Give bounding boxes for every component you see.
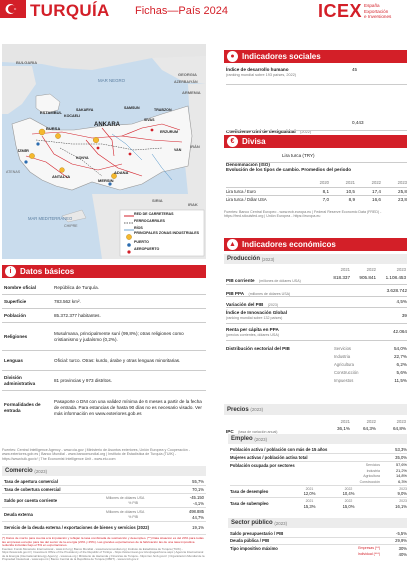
table-row: Índice de Innovación Global (ranking mundial sobre 132 países) 39 [226, 308, 407, 324]
map-label: ARMENIA [182, 90, 201, 95]
map-label: SIRIA [152, 198, 163, 203]
sociales-header: ● Indicadores sociales [224, 50, 407, 63]
datos-basicos-header: i Datos básicos [2, 265, 206, 278]
divisa-header: € Divisa [224, 135, 407, 148]
table-row: Nombre oficial República de Turquía. [2, 281, 206, 295]
divisa-denominacion: Denominación (ISO) Lira turca (TRY) [226, 153, 315, 167]
map-label: ERZURUM [160, 130, 178, 134]
map-label: VAN [174, 148, 182, 152]
table-row: Variación del PIB (2023) 4,5% [226, 297, 407, 308]
map-label: MERSIN [98, 178, 114, 183]
table-row: Saldo presupuestario / PIB -5,5% [230, 530, 407, 536]
precios-row: 2021 2022 2023 IPC (tasa de variación anual) 36,1% 64,3% 64,8% [226, 419, 406, 434]
map-label: KONYA [76, 156, 89, 160]
sociales-row-gini: Coeficiente Gini de desigualdad (2022) 0,443 [226, 120, 364, 134]
divisa-evol-title: Evolución de los tipos de cambio. Promedios del periodo [226, 167, 352, 172]
table-row: Tasa de apertura comercial 55,7% [2, 478, 206, 486]
people-icon: ● [227, 51, 238, 62]
icex-logo: ICEX [318, 1, 363, 21]
map-label: ADANA [114, 170, 129, 175]
table-row: Servicio de la deuda externa / exportaciones de bienes y servicios (2022) 19,1% [2, 522, 206, 535]
divider [226, 162, 407, 163]
empleo-header: Empleo (2023) [228, 434, 407, 444]
map-label: ANKARA [94, 122, 120, 128]
table-row: Población ocupada por sectores Servicios 57,6% Industria 21,2% Agricultura 14,8% Construcción 6,3% [230, 462, 407, 486]
comercio-table [2, 478, 206, 535]
datos-basicos-sources: Fuentes: Central Intelligence Agency - www.cia.gov | Ministerio de Asuntos exteriores, Unión Europea y Cooperación - www.exteriores.gob.es | Banco Mundial - www.bancomundial.org | Instituto de Estadística de Turquía (TUIK) - https://www.tuik.gov.tr/ | The Economist Intelligence Unit - www.eiu.com [2, 448, 190, 461]
empleo-table [230, 446, 407, 510]
table-row: Tasa de desempleo 2021 12,0% 2022 10,4% 2023 9,0% [230, 486, 407, 497]
table-row: Tasa de subempleo 2021 15,3% 2022 15,0% 2023 16,1% [230, 499, 407, 509]
country-map [2, 44, 206, 259]
list-item: Servicios 54,0% [334, 346, 407, 351]
map-label: SİVAS [144, 118, 155, 122]
table-row: PIB PPA (millones de dólares USA) 3.628.742 [226, 286, 407, 297]
list-item: Agricultura 6,2% [334, 362, 407, 367]
map-label: MAR NEGRO [98, 78, 126, 83]
table-row: Religiones Musulmana, principalmente suní (99,8%); otras religiones como cristianismo y judaísmo (0,2%). [2, 323, 206, 351]
map-label: BURSA [46, 126, 61, 131]
sociales-row-idh: Índice de desarrollo humano (ranking mundial sobre 193 países, 2022) 45 [226, 67, 358, 77]
map-legend: RED DE CARRETERAS FERROCARRILES RÍOS PRINCIPALES ZONAS INDUSTRIALES PUERTO AEROPUERTO [134, 212, 200, 251]
icex-tagline: España Exportación e Inversiones [364, 3, 392, 20]
table-row: Formalidades de entrada Pasaporte o DNI con una validez mínima de 6 meses a partir de la fecha de entrada. Para estancias de hasta 90 días no es necesario visado. Ver más información en www.exteriores.gob.es [4, 399, 202, 416]
flag-turkey [0, 0, 26, 18]
map-label: TRABZON [154, 108, 172, 112]
table-row: Superficie 783.562 km². [2, 295, 206, 309]
economicos-table [226, 286, 407, 341]
map-label: GEORGIA [178, 72, 197, 77]
table-row: Lira turca / Euro 8,1 10,5 17,4 25,8 [226, 188, 407, 194]
comercio-header: Comercio (2023) [2, 466, 206, 476]
table-row: Tipo impositivo máximo Empresas (**) 30% Individual (***) 40% [230, 546, 407, 557]
table-row: Deuda externa Millones de dólares USA % PIB 498.885 44,7% [2, 508, 206, 522]
sector-publico-table [230, 530, 407, 561]
table-header: 2020 2021 2022 2023 [319, 180, 407, 185]
table-row: Población 85.372.377 habitantes. [2, 309, 206, 323]
list-item: Industria 22,7% [334, 354, 407, 359]
comercio-notes: (*) Datos de marzo para cuenta a la imputación y reflejan la tasa combinada de sustracción y desempleo. (**) Data situacion es del 20% para todas las empresas excepto para las del sector de la energía (20% y 25%). Las grandes exportaciones de la fabricación las de una tasa impositiva reducida incluidas bajo el 5% en exportaciones. [2, 536, 204, 548]
map-label: IRÁN [190, 144, 200, 149]
divisa-table [226, 180, 407, 203]
divider [226, 84, 407, 85]
series-title: Fichas—País 2024 [135, 5, 228, 17]
map-label: SAKARYA [76, 108, 94, 112]
divisa-sources: Fuentes: Banco Central Europeo - www.ecb.europa.eu | Federal Reserve Economic Data (FRED) - https://fred.stlouisfed.org | Unión Europea - https://europa.eu [224, 210, 382, 219]
pib-row: 2021 2022 2023 PIB corriente (millones de dólares USA) 818.337 905.841 1.108.453 [226, 267, 406, 283]
list-item: Construcción 5,6% [334, 370, 407, 375]
distribucion-list [334, 346, 407, 386]
table-row: Renta per cápita en PPA (precios corrientes, dólares USA) 42.064 [226, 324, 407, 341]
table-row: Saldo por cuenta corriente Millones de dólares USA % PIB -45.150 -4,1% [2, 494, 206, 508]
table-row: Mujeres activas / población activa total 35,0% [230, 454, 407, 462]
table-row: Lenguas Oficial: turco. Otras: kurdo, árabe y otras lenguas minoritarias. [2, 351, 206, 371]
map-label: IRAK [188, 202, 198, 207]
distribucion-label: Distribución sectorial del PIB [226, 346, 290, 351]
chart-icon: ▲ [227, 239, 238, 250]
map-label: ESTAMBUL [40, 110, 62, 115]
map-label: BULGARIA [16, 60, 38, 65]
table-row: Tasa de cobertura comercial 70,1% [2, 486, 206, 494]
divider [226, 130, 407, 131]
map-label: CHIPRE [64, 224, 78, 228]
map-label: MAR MEDITERRÁNEO [28, 216, 73, 221]
country-title: TURQUÍA [30, 1, 110, 20]
economicos-header: ▲ Indicadores económicos [224, 238, 407, 251]
table-row: Deuda pública / PIB 29,9% [230, 538, 407, 544]
datos-basicos-table [2, 281, 206, 425]
produccion-header: Producción (2023) [224, 254, 407, 264]
map-label: SAMSUN [124, 106, 140, 110]
table-row: Población activa / población con más de 15 años 53,3% [230, 446, 407, 454]
table-row: División administrativa 81 provincias y 973 distritos. [2, 371, 206, 391]
map-label: KOCAELI [64, 114, 81, 118]
table-row: Lira turca / Dólar USA 7,0 8,9 16,6 23,8 [226, 196, 407, 202]
info-icon: i [5, 266, 16, 277]
crescent-star-icon [0, 0, 26, 18]
comercio-sources: Fuentes: Fondo Monetario Internacional - www.imf.org | Banco Mundial - www.bancomundial.org | Instituto de Estadística de Turquía (TUIK) - https://www.tuik.gov.tr/ | Investment Office of the Presidency of the Republic of Türkiye - https://www.invest.gov.tr/en/pages/home.aspx | Agencia Internacional de la Energía (International Energy Agency) - www.iea.org | Ministerio de Hacienda y Finanzas de Turquía - https://en.hmb.gov.tr/ | Organización Mundial de la Propiedad Intelectual - www.wipo.int | Banco Central de la República de Turquía (CBRT) - www.tcmb.gov.tr [2, 548, 205, 562]
map-label: İZMİR [18, 148, 29, 153]
map-label: AZERBAIYÁN [174, 80, 198, 84]
sector-publico-header: Sector público (2023) [228, 518, 407, 528]
currency-icon: € [227, 136, 238, 147]
precios-header: Precios (2023) [224, 404, 407, 415]
list-item: Impuestos 11,5% [334, 378, 407, 383]
map-label: ANTALYA [52, 174, 71, 179]
map-label: ATENAS [6, 170, 21, 174]
